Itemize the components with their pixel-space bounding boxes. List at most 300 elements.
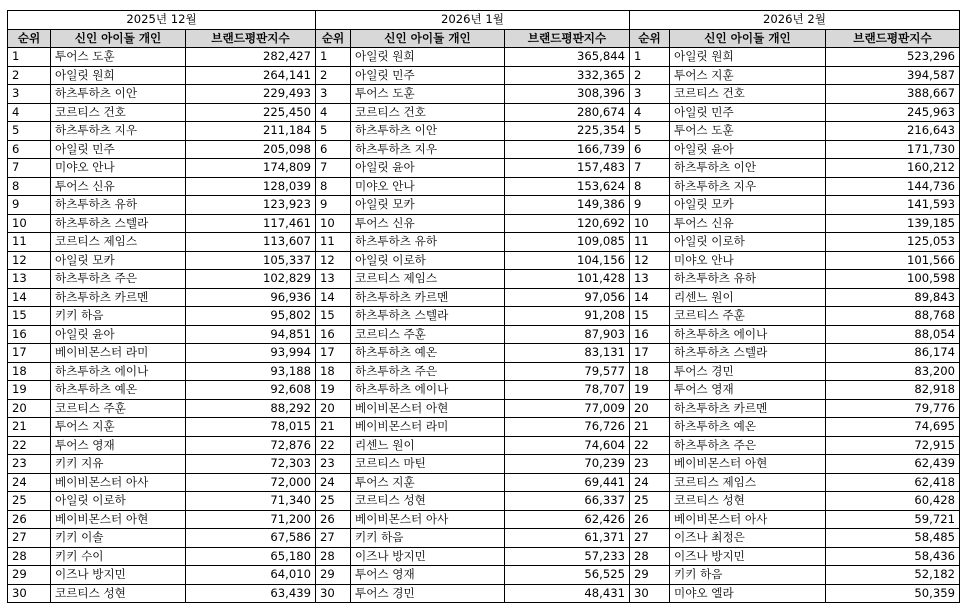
rank-cell: 12	[316, 251, 351, 270]
table-row	[316, 196, 630, 215]
rank-cell: 11	[316, 233, 351, 252]
name-cell: 하츠투하츠 예온	[51, 381, 186, 400]
name-cell: 투어스 도훈	[670, 122, 826, 141]
rank-cell: 11	[630, 233, 670, 252]
table-row	[630, 66, 960, 85]
table-row	[316, 307, 630, 326]
name-cell: 미야오 안나	[670, 251, 826, 270]
score-cell: 264,141	[186, 66, 316, 85]
table-row	[630, 270, 960, 289]
rank-cell: 9	[316, 196, 351, 215]
score-cell: 97,056	[505, 288, 630, 307]
table-row	[316, 159, 630, 178]
rank-cell: 17	[630, 344, 670, 363]
rank-cell: 30	[316, 584, 351, 603]
rank-cell: 13	[316, 270, 351, 289]
table-row	[630, 510, 960, 529]
rank-cell: 7	[8, 159, 51, 178]
table-row	[630, 529, 960, 548]
table-row	[8, 492, 316, 511]
score-cell: 93,188	[186, 362, 316, 381]
rank-cell: 24	[8, 473, 51, 492]
name-cell: 하츠투하츠 스텔라	[670, 344, 826, 363]
name-cell: 아일릿 원희	[670, 48, 826, 67]
name-cell: 베이비몬스터 아사	[670, 510, 826, 529]
rank-cell: 26	[8, 510, 51, 529]
table-row	[8, 85, 316, 104]
table-row	[8, 566, 316, 585]
table-row	[630, 455, 960, 474]
score-cell: 72,876	[186, 436, 316, 455]
table-row	[316, 251, 630, 270]
ranking-table-dec-2025	[7, 10, 316, 603]
name-cell: 하츠투하츠 이안	[670, 159, 826, 178]
table-row	[316, 48, 630, 67]
name-cell: 투어스 도훈	[51, 48, 186, 67]
table-row	[630, 177, 960, 196]
score-cell: 205,098	[186, 140, 316, 159]
name-cell: 아일릿 모카	[351, 196, 505, 215]
table-row	[316, 177, 630, 196]
table-row	[8, 418, 316, 437]
table-row	[8, 270, 316, 289]
name-cell: 하츠투하츠 이안	[351, 122, 505, 141]
rank-cell: 11	[8, 233, 51, 252]
ranking-table-jan-2026	[315, 10, 630, 603]
score-cell: 72,000	[186, 473, 316, 492]
name-cell: 하츠투하츠 유하	[51, 196, 186, 215]
rank-cell: 25	[316, 492, 351, 511]
name-cell: 투어스 영재	[670, 381, 826, 400]
score-header: 브랜드평판지수	[186, 29, 316, 48]
rank-header: 순위	[630, 29, 670, 48]
rank-cell: 17	[8, 344, 51, 363]
name-cell: 아일릿 윤아	[51, 325, 186, 344]
table-row	[316, 418, 630, 437]
rank-cell: 20	[8, 399, 51, 418]
name-cell: 키키 하음	[51, 307, 186, 326]
score-cell: 149,386	[505, 196, 630, 215]
score-cell: 225,450	[186, 103, 316, 122]
score-cell: 88,292	[186, 399, 316, 418]
table-row	[8, 307, 316, 326]
rank-cell: 28	[630, 547, 670, 566]
name-cell: 투어스 지훈	[670, 66, 826, 85]
name-cell: 코르티스 건호	[351, 103, 505, 122]
rank-cell: 25	[630, 492, 670, 511]
score-cell: 79,776	[826, 399, 960, 418]
table-row	[8, 196, 316, 215]
table-row	[8, 177, 316, 196]
rank-cell: 29	[8, 566, 51, 585]
name-cell: 투어스 지훈	[51, 418, 186, 437]
score-cell: 308,396	[505, 85, 630, 104]
name-cell: 투어스 신유	[670, 214, 826, 233]
name-cell: 하츠투하츠 지우	[351, 140, 505, 159]
rank-cell: 8	[8, 177, 51, 196]
rank-cell: 26	[630, 510, 670, 529]
table-row	[316, 140, 630, 159]
score-cell: 523,296	[826, 48, 960, 67]
score-cell: 74,695	[826, 418, 960, 437]
table-row	[316, 381, 630, 400]
name-header: 신인 아이돌 개인	[51, 29, 186, 48]
score-cell: 153,624	[505, 177, 630, 196]
table-row	[8, 251, 316, 270]
rank-cell: 15	[630, 307, 670, 326]
score-cell: 332,365	[505, 66, 630, 85]
score-cell: 66,337	[505, 492, 630, 511]
score-cell: 128,039	[186, 177, 316, 196]
score-cell: 109,085	[505, 233, 630, 252]
table-row	[316, 399, 630, 418]
table-row	[8, 547, 316, 566]
name-cell: 이즈나 최정은	[670, 529, 826, 548]
rank-cell: 3	[316, 85, 351, 104]
name-cell: 아일릿 민주	[51, 140, 186, 159]
name-cell: 투어스 영재	[351, 566, 505, 585]
name-cell: 키키 하음	[351, 529, 505, 548]
table-row	[8, 344, 316, 363]
score-cell: 61,371	[505, 529, 630, 548]
name-cell: 코르티스 성현	[670, 492, 826, 511]
table-row	[630, 547, 960, 566]
rank-cell: 15	[8, 307, 51, 326]
table-row	[630, 325, 960, 344]
score-cell: 71,340	[186, 492, 316, 511]
rank-cell: 16	[8, 325, 51, 344]
score-cell: 62,439	[826, 455, 960, 474]
score-cell: 89,843	[826, 288, 960, 307]
score-cell: 100,598	[826, 270, 960, 289]
rank-cell: 16	[630, 325, 670, 344]
table-row	[8, 159, 316, 178]
score-cell: 245,963	[826, 103, 960, 122]
name-cell: 하츠투하츠 유하	[351, 233, 505, 252]
name-cell: 하츠투하츠 카르멘	[51, 288, 186, 307]
rank-cell: 24	[630, 473, 670, 492]
score-cell: 67,586	[186, 529, 316, 548]
name-cell: 베이비몬스터 라미	[351, 418, 505, 437]
rank-cell: 19	[8, 381, 51, 400]
table-row	[316, 233, 630, 252]
table-row	[316, 122, 630, 141]
table-row	[630, 307, 960, 326]
name-cell: 하츠투하츠 주은	[670, 436, 826, 455]
score-cell: 93,994	[186, 344, 316, 363]
name-cell: 하츠투하츠 이안	[51, 85, 186, 104]
score-cell: 78,015	[186, 418, 316, 437]
score-cell: 59,721	[826, 510, 960, 529]
rank-cell: 20	[316, 399, 351, 418]
name-cell: 아일릿 민주	[670, 103, 826, 122]
score-cell: 95,802	[186, 307, 316, 326]
name-cell: 키키 하음	[670, 566, 826, 585]
table-row	[8, 510, 316, 529]
score-cell: 63,439	[186, 584, 316, 603]
score-cell: 101,566	[826, 251, 960, 270]
rank-cell: 28	[8, 547, 51, 566]
rank-cell: 26	[316, 510, 351, 529]
name-cell: 투어스 지훈	[351, 473, 505, 492]
score-cell: 160,212	[826, 159, 960, 178]
score-header: 브랜드평판지수	[826, 29, 960, 48]
name-cell: 코르티스 성현	[51, 584, 186, 603]
score-cell: 144,736	[826, 177, 960, 196]
score-cell: 58,436	[826, 547, 960, 566]
rank-cell: 1	[8, 48, 51, 67]
score-cell: 123,923	[186, 196, 316, 215]
name-cell: 미야오 안나	[351, 177, 505, 196]
score-cell: 83,131	[505, 344, 630, 363]
score-cell: 141,593	[826, 196, 960, 215]
score-cell: 105,337	[186, 251, 316, 270]
table-row	[630, 196, 960, 215]
rank-cell: 9	[8, 196, 51, 215]
table-row	[8, 436, 316, 455]
rank-cell: 17	[316, 344, 351, 363]
name-cell: 하츠투하츠 스텔라	[51, 214, 186, 233]
rank-cell: 1	[630, 48, 670, 67]
rank-cell: 27	[630, 529, 670, 548]
table-row	[8, 214, 316, 233]
table-row	[8, 362, 316, 381]
name-cell: 코르티스 건호	[51, 103, 186, 122]
rank-cell: 23	[8, 455, 51, 474]
score-cell: 58,485	[826, 529, 960, 548]
rank-cell: 6	[8, 140, 51, 159]
table-row	[8, 103, 316, 122]
name-cell: 투어스 도훈	[351, 85, 505, 104]
name-cell: 투어스 경민	[351, 584, 505, 603]
table-row	[8, 325, 316, 344]
score-cell: 72,303	[186, 455, 316, 474]
score-cell: 91,208	[505, 307, 630, 326]
name-cell: 코르티스 건호	[670, 85, 826, 104]
score-cell: 394,587	[826, 66, 960, 85]
rank-cell: 18	[630, 362, 670, 381]
rank-cell: 25	[8, 492, 51, 511]
name-cell: 하츠투하츠 유하	[670, 270, 826, 289]
score-cell: 166,739	[505, 140, 630, 159]
score-cell: 50,359	[826, 584, 960, 603]
rank-cell: 30	[630, 584, 670, 603]
name-cell: 아일릿 윤아	[670, 140, 826, 159]
name-cell: 미야오 엘라	[670, 584, 826, 603]
name-cell: 하츠투하츠 에이나	[351, 381, 505, 400]
rank-cell: 21	[630, 418, 670, 437]
rank-cell: 3	[630, 85, 670, 104]
score-cell: 104,156	[505, 251, 630, 270]
rank-cell: 22	[316, 436, 351, 455]
score-cell: 87,903	[505, 325, 630, 344]
rank-cell: 4	[630, 103, 670, 122]
score-cell: 117,461	[186, 214, 316, 233]
score-cell: 64,010	[186, 566, 316, 585]
table-row	[316, 584, 630, 603]
rank-cell: 13	[630, 270, 670, 289]
name-cell: 베이비몬스터 아현	[351, 399, 505, 418]
score-cell: 62,426	[505, 510, 630, 529]
score-cell: 72,915	[826, 436, 960, 455]
score-header: 브랜드평판지수	[505, 29, 630, 48]
name-cell: 하츠투하츠 예온	[670, 418, 826, 437]
table-row	[630, 233, 960, 252]
table-row	[316, 492, 630, 511]
table-row	[630, 381, 960, 400]
name-cell: 하츠투하츠 카르멘	[670, 399, 826, 418]
table-row	[8, 381, 316, 400]
name-cell: 하츠투하츠 지우	[670, 177, 826, 196]
score-cell: 225,354	[505, 122, 630, 141]
name-cell: 이즈나 방지민	[51, 566, 186, 585]
score-cell: 96,936	[186, 288, 316, 307]
score-cell: 120,692	[505, 214, 630, 233]
score-cell: 229,493	[186, 85, 316, 104]
table-row	[630, 399, 960, 418]
score-cell: 216,643	[826, 122, 960, 141]
name-cell: 하츠투하츠 지우	[51, 122, 186, 141]
score-cell: 88,768	[826, 307, 960, 326]
rank-cell: 2	[8, 66, 51, 85]
table-row	[630, 584, 960, 603]
month-title: 2025년 12월	[8, 11, 316, 30]
table-row	[630, 362, 960, 381]
table-row	[316, 103, 630, 122]
name-cell: 하츠투하츠 에이나	[51, 362, 186, 381]
score-cell: 60,428	[826, 492, 960, 511]
table-row	[316, 436, 630, 455]
name-cell: 아일릿 이로하	[351, 251, 505, 270]
rank-cell: 5	[8, 122, 51, 141]
rank-cell: 4	[316, 103, 351, 122]
score-cell: 56,525	[505, 566, 630, 585]
table-row	[630, 48, 960, 67]
score-cell: 102,829	[186, 270, 316, 289]
table-row	[630, 85, 960, 104]
score-cell: 83,200	[826, 362, 960, 381]
rank-cell: 23	[316, 455, 351, 474]
score-cell: 101,428	[505, 270, 630, 289]
score-cell: 52,182	[826, 566, 960, 585]
table-row	[316, 344, 630, 363]
name-cell: 아일릿 모카	[51, 251, 186, 270]
rank-cell: 27	[316, 529, 351, 548]
name-cell: 코르티스 제임스	[351, 270, 505, 289]
table-row	[630, 140, 960, 159]
name-cell: 코르티스 마틴	[351, 455, 505, 474]
table-row	[316, 455, 630, 474]
score-cell: 65,180	[186, 547, 316, 566]
table-row	[630, 492, 960, 511]
rank-cell: 5	[316, 122, 351, 141]
rank-cell: 21	[316, 418, 351, 437]
score-cell: 82,918	[826, 381, 960, 400]
score-cell: 77,009	[505, 399, 630, 418]
name-cell: 코르티스 주훈	[670, 307, 826, 326]
name-cell: 아일릿 원희	[51, 66, 186, 85]
table-row	[8, 122, 316, 141]
score-cell: 211,184	[186, 122, 316, 141]
table-row	[316, 547, 630, 566]
score-cell: 71,200	[186, 510, 316, 529]
table-row	[316, 270, 630, 289]
table-row	[316, 214, 630, 233]
score-cell: 365,844	[505, 48, 630, 67]
table-row	[630, 344, 960, 363]
table-row	[8, 455, 316, 474]
name-cell: 리센느 원이	[351, 436, 505, 455]
table-row	[8, 140, 316, 159]
table-row	[316, 325, 630, 344]
table-row	[8, 233, 316, 252]
name-cell: 리센느 원이	[670, 288, 826, 307]
rank-cell: 10	[316, 214, 351, 233]
name-cell: 아일릿 윤아	[351, 159, 505, 178]
rank-cell: 16	[316, 325, 351, 344]
table-row	[316, 66, 630, 85]
name-header: 신인 아이돌 개인	[670, 29, 826, 48]
name-cell: 베이비몬스터 아현	[51, 510, 186, 529]
score-cell: 171,730	[826, 140, 960, 159]
name-cell: 코르티스 주훈	[51, 399, 186, 418]
name-cell: 아일릿 민주	[351, 66, 505, 85]
rank-cell: 22	[630, 436, 670, 455]
name-cell: 이즈나 방지민	[351, 547, 505, 566]
ranking-tables	[7, 10, 960, 603]
table-row	[8, 66, 316, 85]
table-row	[8, 529, 316, 548]
name-cell: 키키 지유	[51, 455, 186, 474]
name-header: 신인 아이돌 개인	[351, 29, 505, 48]
score-cell: 69,441	[505, 473, 630, 492]
table-row	[8, 399, 316, 418]
score-cell: 86,174	[826, 344, 960, 363]
rank-cell: 18	[316, 362, 351, 381]
rank-cell: 12	[630, 251, 670, 270]
rank-cell: 27	[8, 529, 51, 548]
rank-header: 순위	[8, 29, 51, 48]
name-cell: 하츠투하츠 카르멘	[351, 288, 505, 307]
name-cell: 하츠투하츠 스텔라	[351, 307, 505, 326]
table-row	[630, 418, 960, 437]
score-cell: 76,726	[505, 418, 630, 437]
score-cell: 174,809	[186, 159, 316, 178]
name-cell: 베이비몬스터 아사	[51, 473, 186, 492]
table-row	[630, 214, 960, 233]
rank-cell: 3	[8, 85, 51, 104]
rank-cell: 28	[316, 547, 351, 566]
score-cell: 139,185	[826, 214, 960, 233]
name-cell: 코르티스 주훈	[351, 325, 505, 344]
rank-cell: 18	[8, 362, 51, 381]
score-cell: 48,431	[505, 584, 630, 603]
name-cell: 투어스 신유	[51, 177, 186, 196]
name-cell: 베이비몬스터 아현	[670, 455, 826, 474]
score-cell: 70,239	[505, 455, 630, 474]
name-cell: 이즈나 방지민	[670, 547, 826, 566]
score-cell: 79,577	[505, 362, 630, 381]
name-cell: 코르티스 성현	[351, 492, 505, 511]
name-cell: 투어스 신유	[351, 214, 505, 233]
table-row	[8, 473, 316, 492]
name-cell: 아일릿 이로하	[670, 233, 826, 252]
table-row	[630, 159, 960, 178]
rank-cell: 8	[316, 177, 351, 196]
rank-cell: 15	[316, 307, 351, 326]
name-cell: 투어스 경민	[670, 362, 826, 381]
rank-cell: 2	[630, 66, 670, 85]
